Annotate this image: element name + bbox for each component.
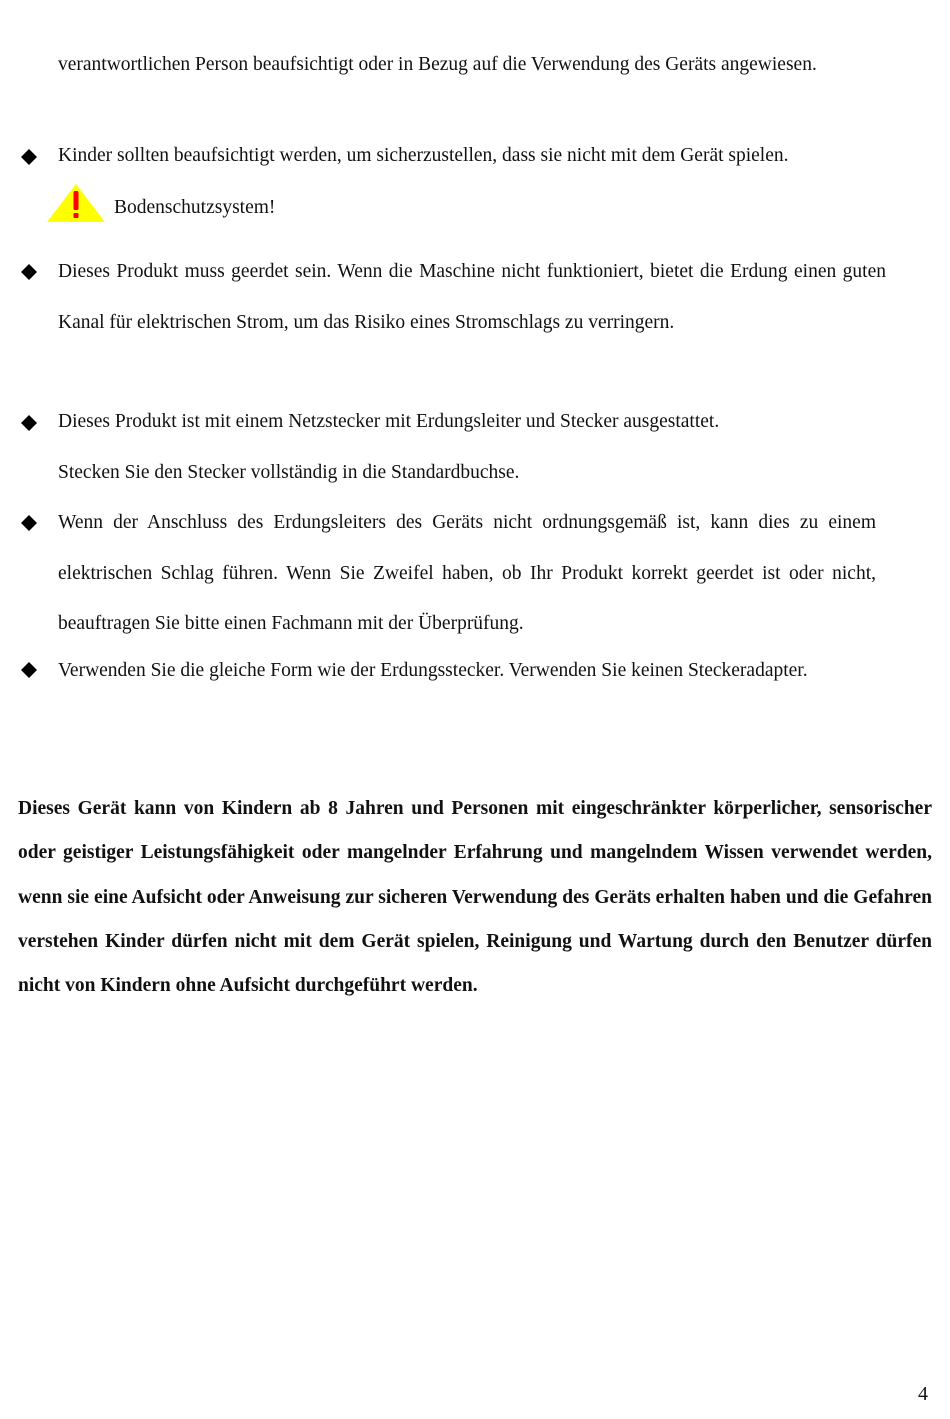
bullet-children-supervision: Kinder sollten beaufsichtigt werden, um sicherzustellen, dass sie nicht mit dem Gerät spielen. — [58, 145, 789, 166]
page-number: 4 — [918, 1383, 928, 1405]
warning-label: Bodenschutzsystem! — [114, 197, 276, 218]
intro-continuation: verantwortlichen Person beaufsichtigt oder in Bezug auf die Verwendung des Geräts angewiesen. — [58, 54, 817, 75]
child-safety-notice: Dieses Gerät kann von Kindern ab 8 Jahren und Personen mit eingeschränkter körperlicher, sensorischer oder geistiger Leistungsfähigkeit oder mangelnder Erfahrung und mangelndem Wissen verwendet werden, wenn sie eine Aufsicht oder Anweisung zur sicheren Verwendung des Geräts erhalten haben und die Gefahren verstehen Kinder dürfen nicht mit dem Gerät spielen, Reinigung und Wartung durch den Benutzer dürfen nicht von Kindern ohne Aufsicht durchgeführt werden. — [18, 798, 932, 997]
bullet-grounding: Dieses Produkt muss geerdet sein. Wenn die Maschine nicht funktioniert, bietet die Erdung einen guten Kanal für elektrischen Strom, um das Risiko eines Stromschlags zu verringern. — [58, 261, 886, 333]
bullet-plug-form: Verwenden Sie die gleiche Form wie der Erdungsstecker. Verwenden Sie keinen Steckeradapter. — [58, 660, 808, 681]
bullet-improper-grounding: Wenn der Anschluss des Erdungsleiters des Geräts nicht ordnungsgemäß ist, kann dies zu einem elektrischen Schlag führen. Wenn Sie Zweifel haben, ob Ihr Produkt korrekt geerdet ist oder nicht, beauftragen Sie bitte einen Fachmann mit der Überprüfung. — [58, 512, 876, 634]
bullet-power-plug-continuation: Stecken Sie den Stecker vollständig in die Standardbuchse. — [58, 462, 520, 483]
diamond-bullet-icon — [20, 414, 38, 432]
diamond-bullet-icon — [20, 514, 38, 532]
diamond-bullet-icon — [20, 263, 38, 281]
bullet-power-plug: Dieses Produkt ist mit einem Netzstecker mit Erdungsleiter und Stecker ausgestattet. — [58, 411, 720, 432]
warning-triangle-icon — [46, 183, 106, 223]
diamond-bullet-icon — [20, 148, 38, 166]
diamond-bullet-icon — [20, 661, 38, 679]
